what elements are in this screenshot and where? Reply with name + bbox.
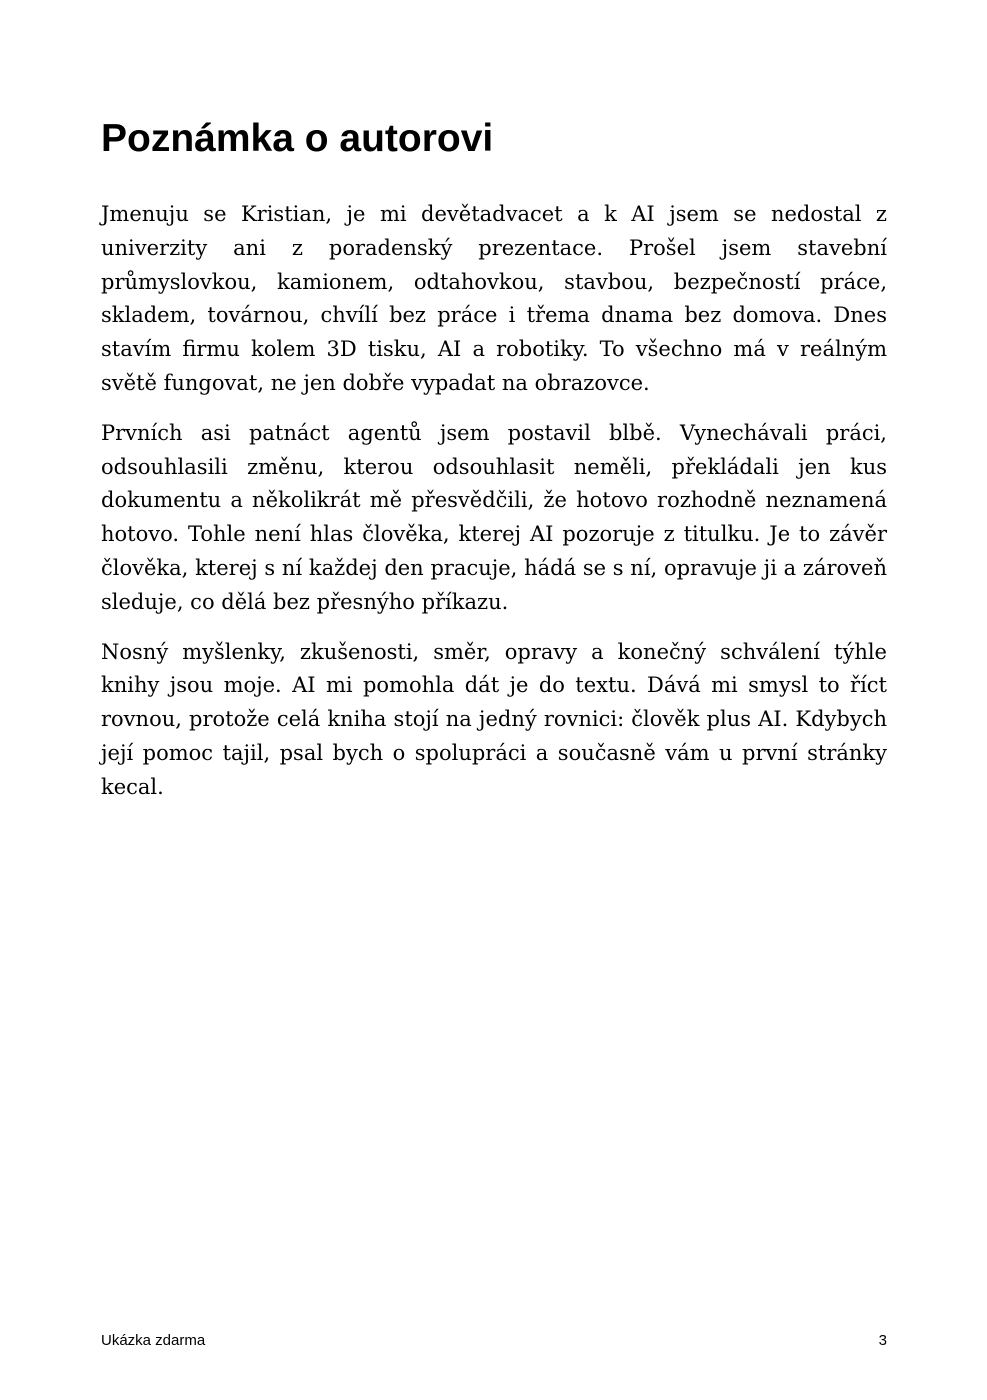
paragraph-1: Jmenuju se Kristian, je mi devětadvacet a k AI jsem se nedostal z univerzity ani z poradenský prezentace. Prošel jsem stavební průmyslovkou, kamionem, odtahovkou, stavbou, bezpečností práce, skladem, továrnou, chvílí bez práce i třema dnama bez domova. Dnes stavím firmu kolem 3D tisku, AI a robotiky. To všechno má v reálným světě fungovat, ne jen dobře vypadat na obrazovce. bbox=[101, 202, 887, 395]
body-text bbox=[101, 198, 887, 821]
page-number: 3 bbox=[878, 1332, 887, 1349]
footer-label: Ukázka zdarma bbox=[101, 1332, 206, 1349]
page-title: Poznámka o autorovi bbox=[101, 117, 494, 160]
paragraph-2: Prvních asi patnáct agentů jsem postavil blbě. Vynechávali práci, odsouhlasili změnu, kterou odsouhlasit neměli, překládali jen kus dokumentu a několikrát mě přesvědčili, že hotovo rozhodně neznamená hotovo. Tohle není hlas člověka, kterej AI pozoruje z titulku. Je to závěr člověka, kterej s ní každej den pracuje, hádá se s ní, opravuje ji a zároveň sleduje, co dělá bez přesnýho příkazu. bbox=[101, 420, 887, 614]
paragraph-3: Nosný myšlenky, zkušenosti, směr, opravy a konečný schválení týhle knihy jsou moje. AI mi pomohla dát je do textu. Dává mi smysl to říct rovnou, protože celá kniha stojí na jedný rovnici: člověk plus AI. Kdybych její pomoc tajil, psal bych o spolupráci a současně vám u první stránky kecal. bbox=[101, 639, 887, 799]
